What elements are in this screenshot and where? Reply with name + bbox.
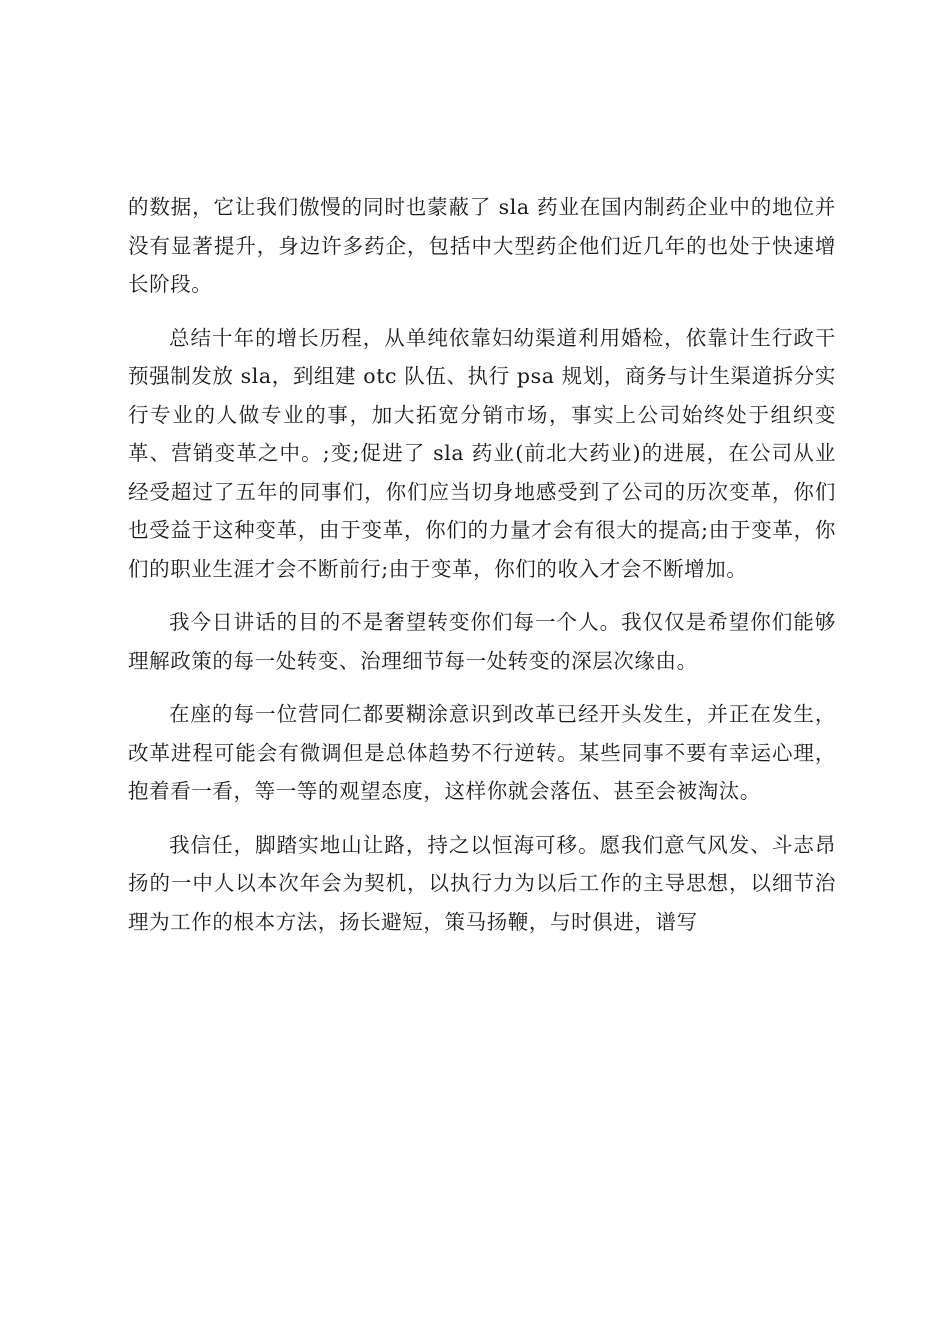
paragraph-3: 我今日讲话的目的不是奢望转变你们每一个人。我仅仅是希望你们能够理解政策的每一处转变、治理细节每一处转变的深层次缘由。: [128, 610, 836, 673]
paragraph-1: 的数据，它让我们傲慢的同时也蒙蔽了 sla 药业在国内制药企业中的地位并没有显著提升，身边许多药企，包括中大型药企他们近几年的也处于快速增长阶段。: [128, 195, 836, 296]
document-page: [128, 188, 836, 956]
paragraph-4: 在座的每一位营同仁都要糊涂意识到改革已经开头发生，并正在发生，改革进程可能会有微调但是总体趋势不行逆转。某些同事不要有幸运心理，抱着看一看，等一等的观望态度，这样你就会落伍、甚至会被淘汰。: [128, 702, 836, 803]
paragraph-2: 总结十年的增长历程，从单纯依靠妇幼渠道利用婚检，依靠计生行政干预强制发放 sla，到组建 otc 队伍、执行 psa 规划，商务与计生渠道拆分实行专业的人做专业的事，加大拓宽分销市场，事实上公司始终处于组织变革、营销变革之中。;变;促进了 sla 药业(前北大药业)的进展，在公司从业经受超过了五年的同事们，你们应当切身地感受到了公司的历次变革，你们也受益于这种变革，由于变革，你们的力量才会有很大的提高;由于变革，你们的职业生涯才会不断前行;由于变革，你们的收入才会不断增加。: [128, 325, 836, 581]
paragraph-5: 我信任，脚踏实地山让路，持之以恒海可移。愿我们意气风发、斗志昂扬的一中人以本次年会为契机，以执行力为以后工作的主导思想，以细节治理为工作的根本方法，扬长避短，策马扬鞭，与时俱进，谱写: [128, 832, 836, 934]
